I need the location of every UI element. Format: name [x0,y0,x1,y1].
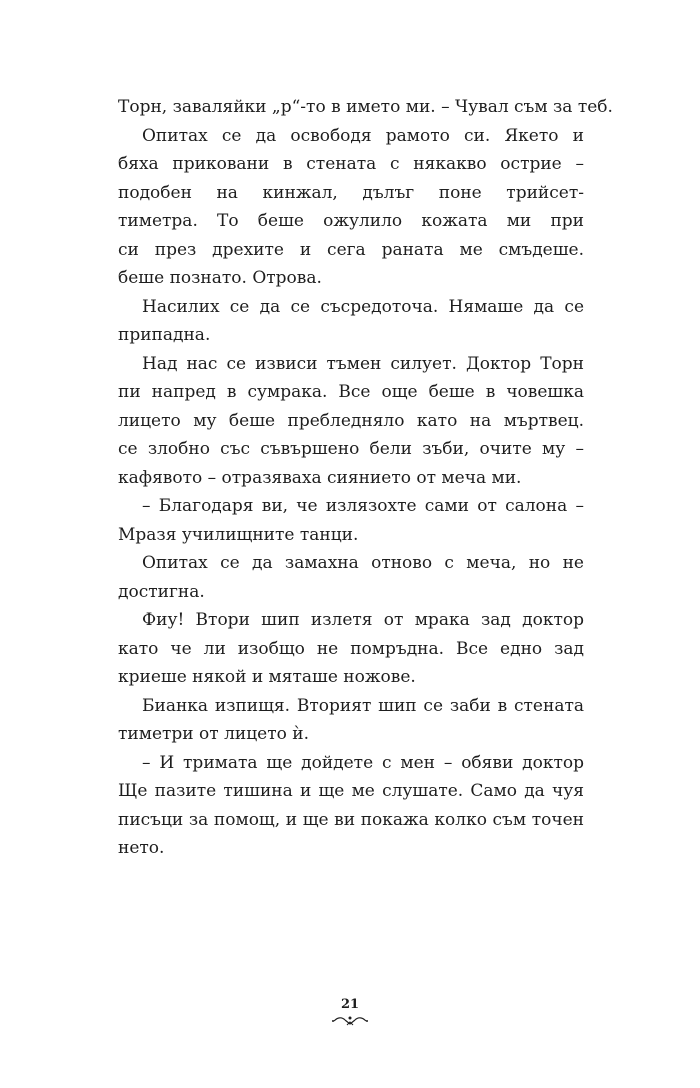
text-line: пи напред в сумрака. Все още беше в човешка [118,382,584,402]
text-line: бяха приковани в стената с някакво острие – [118,154,584,174]
text-line: беше познато. Отрова. [118,268,322,288]
text-line: Опитах се да освободя рамото си. Якето и [142,125,584,146]
text-line: Насилих се да се съсредоточа. Нямаше да се [142,296,584,317]
fleuron-ornament-icon [330,1015,370,1027]
text-line: Над нас се извиси тъмен силует. Доктор Торн [142,353,584,374]
text-line: – Благодаря ви, че излязохте сами от салона – [142,496,584,516]
text-line: се злобно със съвършено бели зъби, очите му – [118,439,584,459]
text-line: припадна. [118,325,211,345]
text-line: тиметри от лицето ѝ. [118,724,309,744]
text-line: Мразя училищните танци. [118,524,359,545]
text-line: писъци за помощ, и ще ви покажа колко съм точен [118,809,584,830]
text-line: кафявото – отразяваха сиянието от меча ми. [118,467,522,488]
text-line: – И тримата ще дойдете с мен – обяви доктор [142,752,584,773]
text-line: Фиу! Втори шип излетя от мрака зад доктор [142,610,584,630]
text-line: си през дрехите и сега раната ме смъдеше. [118,239,584,260]
text-line: криеше някой и мяташе ножове. [118,667,416,687]
body-text [118,93,613,863]
text-line: нето. [118,838,165,858]
text-line: достигна. [118,581,205,602]
text-line: Торн, заваляйки „р“-то в името ми. – Чувал съм за теб. [118,97,613,117]
page-footer [0,997,700,1027]
text-line: лицето му беше пребледняло като на мъртвец. [118,410,584,431]
text-line: Опитах се да замахна отново с меча, но не [142,553,584,573]
text-line: Ще пазите тишина и ще ме слушате. Само да чуя [118,781,584,801]
text-line: като че ли изобщо не помръдна. Все едно зад [118,638,584,659]
text-line: подобен на кинжал, дълъг поне трийсет- [118,182,584,203]
page-number: 21 [340,997,360,1012]
text-line: тиметра. То беше ожулило кожата ми при [118,211,584,231]
text-line: Бианка изпищя. Вторият шип се заби в стената [142,695,584,716]
